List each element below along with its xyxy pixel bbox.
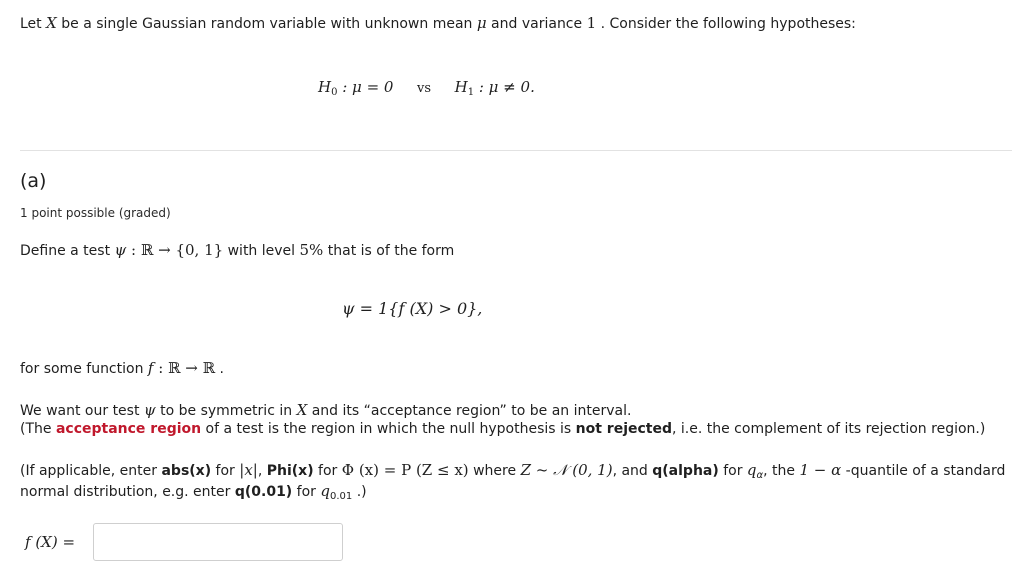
math-mu: μ: [476, 14, 487, 32]
intro-line: Let X be a single Gaussian random variable with unknown mean μ and variance 1 . Consider the following hypotheses:: [20, 14, 856, 32]
answer-input[interactable]: [93, 523, 343, 561]
section-divider: [20, 150, 1012, 151]
points-label: 1 point possible (graded): [20, 206, 171, 220]
part-label: (a): [20, 170, 47, 192]
instructions-line-1: (If applicable, enter abs(x) for |x|, Phi(x) for Φ (x) = P (Z ≤ x) where Z ~ 𝒩 (0, 1), and q(alpha) for $q_\alpha$, the 1 − α -quantile of a standard: [20, 461, 1006, 481]
test-form-formula: ψ = 1{f (X) > 0},: [342, 299, 483, 318]
hypotheses-formula: $H_0$ : μ = 0 vs $H_1$ : μ ≠ 0.: [318, 78, 535, 98]
acceptance-line: (The acceptance region of a test is the region in which the null hypothesis is not rejected, i.e. the complement of its rejection region.): [20, 421, 986, 437]
acceptance-region-term: acceptance region: [55, 421, 202, 437]
instructions-line-2: normal distribution, e.g. enter q(0.01) for $q_{0.01}$ .): [20, 482, 367, 502]
symmetric-line: We want our test ψ to be symmetric in X and its “acceptance region” to be an interval.: [20, 401, 632, 419]
for-some-line: for some function f : ℝ → ℝ .: [20, 359, 225, 377]
math-x: X: [46, 14, 57, 32]
define-line: Define a test ψ : ℝ → {0, 1} with level 5% that is of the form: [20, 241, 455, 259]
answer-label: f (X) =: [25, 533, 76, 551]
math-one: 1: [586, 14, 597, 32]
